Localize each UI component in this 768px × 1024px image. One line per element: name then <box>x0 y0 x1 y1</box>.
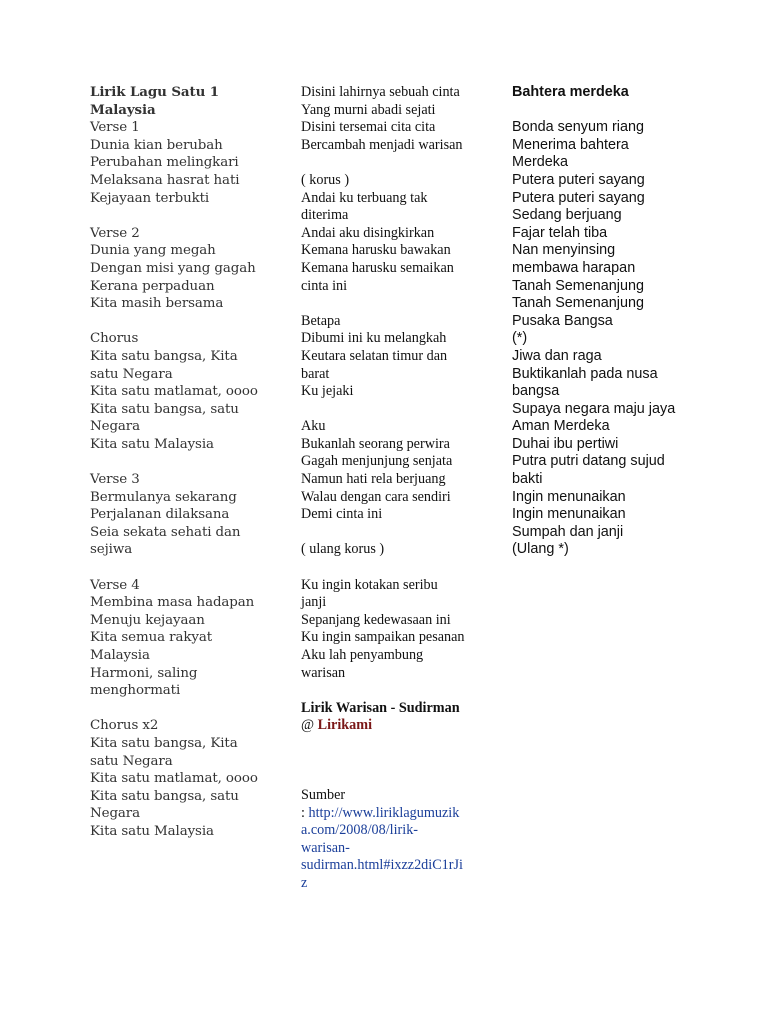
lyric-line: Perjalanan dilaksana <box>90 507 230 523</box>
lyric-line: Kita semua rakyat <box>90 630 212 646</box>
lyric-line: Menerima bahtera <box>512 136 629 153</box>
lyric-line: Nan menyinsing <box>512 242 616 259</box>
lyric-line: Betapa <box>301 312 341 329</box>
song-title-line-1: Lirik Lagu Satu 1 <box>90 84 219 100</box>
credit-line <box>301 717 471 735</box>
verse-4-block <box>90 577 260 700</box>
lyric-line: Buktikanlah pada nusa <box>512 365 658 382</box>
lirikami-link[interactable]: Lirikami <box>317 717 373 734</box>
lyric-line: Seia sekata sehati dan <box>90 524 241 540</box>
source-prefix: : <box>301 804 309 821</box>
source-url-link[interactable]: http://www.liriklagumuzik <box>308 804 460 821</box>
lyric-line: Ingin menunaikan <box>512 488 626 505</box>
lyric-line: Andai aku disingkirkan <box>301 224 435 241</box>
lyric-line: Sumpah dan janji <box>512 523 624 540</box>
lyrics-block <box>512 119 687 559</box>
lyric-line: Jiwa dan raga <box>512 347 602 364</box>
stanza-intro <box>301 84 471 154</box>
chorus-x2-block <box>90 717 260 840</box>
lyric-line: Kita satu Malaysia <box>90 436 214 452</box>
song-title-block <box>512 84 687 102</box>
lyric-line: diterima <box>301 207 349 224</box>
lyric-line: Kita satu bangsa, satu <box>90 401 239 417</box>
lyric-line: Ku ingin kotakan seribu <box>301 576 438 593</box>
lyric-line: Kita satu Malaysia <box>90 823 214 839</box>
lyric-line: Tanah Semenanjung <box>512 277 645 294</box>
song-title-block <box>90 84 260 207</box>
lyric-line: Bermulanya sekarang <box>90 489 237 505</box>
lyric-line: Gagah menjunjung senjata <box>301 453 453 470</box>
lyric-line: Menuju kejayaan <box>90 612 205 628</box>
lyric-line: bangsa <box>512 383 560 400</box>
lyric-line: satu Negara <box>90 753 173 769</box>
lyric-line: (*) <box>512 330 528 347</box>
song-title: Bahtera merdeka <box>512 84 629 100</box>
lyrics-column-bahtera-merdeka <box>512 84 687 559</box>
verse-heading: Verse 4 <box>90 577 140 593</box>
aku-stanza <box>301 418 471 524</box>
lyric-line: Harmoni, saling <box>90 665 198 681</box>
source-block <box>301 787 471 893</box>
chorus-block <box>90 330 260 453</box>
source-url-link[interactable]: z <box>301 874 308 891</box>
lyric-line: Dengan misi yang gagah <box>90 260 256 276</box>
lyric-line: Disini lahirnya sebuah cinta <box>301 84 460 100</box>
lyric-line: Dibumi ini ku melangkah <box>301 330 447 347</box>
lyric-line: Fajar telah tiba <box>512 224 608 241</box>
lyric-line: Dunia yang megah <box>90 243 216 259</box>
lyric-line: Membina masa hadapan <box>90 595 255 611</box>
lyrics-column-warisan <box>301 84 471 893</box>
lyric-line: Kita satu bangsa, Kita <box>90 735 238 751</box>
lyric-line: Demi cinta ini <box>301 506 383 523</box>
ulang-korus <box>301 541 471 559</box>
source-url-link[interactable]: sudirman.html#ixzz2diC1rJi <box>301 857 463 874</box>
lyric-line: Sedang berjuang <box>512 207 622 224</box>
lyric-line: Pusaka Bangsa <box>512 312 613 329</box>
lyric-line: Kemana harusku bawakan <box>301 242 451 259</box>
lyric-line: Sepanjang kedewasaan ini <box>301 611 451 628</box>
lyric-line: Namun hati rela berjuang <box>301 471 446 488</box>
lyric-line: Malaysia <box>90 648 150 663</box>
lyric-line: Disini tersemai cita cita <box>301 119 436 136</box>
song-title-line-2: Malaysia <box>90 101 156 118</box>
lyric-line: Kita masih bersama <box>90 296 224 312</box>
lyric-line: Kejayaan terbukti <box>90 190 210 206</box>
verse-2-block <box>90 225 260 313</box>
lyric-line: Kita satu matlamat, oooo <box>90 384 258 400</box>
lyric-line: bakti <box>512 471 543 488</box>
lyric-line: Walau dengan cara sendiri <box>301 488 451 505</box>
lyric-line: janji <box>301 594 327 611</box>
lyric-line: Aman Merdeka <box>512 418 610 435</box>
lyric-line: Kita satu matlamat, oooo <box>90 771 258 787</box>
credit-block <box>301 700 471 735</box>
lyric-line: Dunia kian berubah <box>90 137 223 153</box>
lyric-line: menghormati <box>90 683 181 699</box>
lyric-line: Perubahan melingkari <box>90 155 239 171</box>
lyric-line: barat <box>301 365 330 382</box>
lyric-line: Aku lah penyambung <box>301 647 424 663</box>
lyric-line: Bukanlah seorang perwira <box>301 435 450 452</box>
source-label: Sumber <box>301 786 346 803</box>
lyric-line: Bonda senyum riang <box>512 119 644 136</box>
lyric-line: Putera puteri sayang <box>512 189 645 206</box>
lyric-line: Ingin menunaikan <box>512 506 626 523</box>
verse-heading: Verse 2 <box>90 225 140 241</box>
lyric-line: cinta ini <box>301 277 348 294</box>
lyric-line: Ku ingin sampaikan pesanan <box>301 629 465 646</box>
chorus-heading: Chorus <box>90 331 139 347</box>
repeat-chorus-note: ( ulang korus ) <box>301 541 385 558</box>
betapa-stanza <box>301 313 471 401</box>
lyric-line: Aku <box>301 418 326 435</box>
lyric-line: Duhai ibu pertiwi <box>512 435 619 452</box>
credit-at: @ <box>301 717 318 734</box>
lyric-line: Yang murni abadi sejati <box>301 101 436 118</box>
lyric-line: Supaya negara maju jaya <box>512 400 676 417</box>
lyric-line: Kemana harusku semaikan <box>301 259 454 276</box>
lyric-line: Kita satu bangsa, Kita <box>90 348 238 364</box>
lyric-line: Kita satu bangsa, satu <box>90 788 239 804</box>
korus-heading: ( korus ) <box>301 171 350 188</box>
lyric-line: Merdeka <box>512 154 568 171</box>
lyric-line: Keutara selatan timur dan <box>301 347 448 364</box>
verse-heading: Verse 3 <box>90 472 140 488</box>
verse-3-block <box>90 471 260 559</box>
lyric-line: Tanah Semenanjung <box>512 295 645 312</box>
lyrics-column-satu-malaysia <box>90 84 260 841</box>
spacer <box>301 735 471 787</box>
lyric-line: Andai ku terbuang tak <box>301 189 428 206</box>
verse-heading: Verse 1 <box>90 120 140 136</box>
korus-block <box>301 172 471 295</box>
lyric-line: Putera puteri sayang <box>512 171 645 188</box>
source-url-line-1 <box>301 805 471 823</box>
lyric-line: Negara <box>90 806 140 822</box>
source-url-link[interactable]: a.com/2008/08/lirik- <box>301 822 419 839</box>
lyric-line: Putra putri datang sujud <box>512 453 665 470</box>
lyric-line: sejiwa <box>90 542 133 558</box>
credit-title: Lirik Warisan - Sudirman <box>301 699 460 716</box>
chorus-heading: Chorus x2 <box>90 718 159 734</box>
lyric-line: warisan <box>301 664 346 681</box>
lyric-line: membawa harapan <box>512 259 636 276</box>
lyric-line: satu Negara <box>90 366 173 382</box>
source-url-link[interactable]: warisan- <box>301 839 350 856</box>
lyric-line: Melaksana hasrat hati <box>90 172 240 188</box>
closing-stanza <box>301 577 471 683</box>
lyric-line: (Ulang *) <box>512 541 569 558</box>
lyric-line: Kerana perpaduan <box>90 278 215 294</box>
lyric-line: Negara <box>90 419 140 435</box>
lyric-line: Bercambah menjadi warisan <box>301 136 463 153</box>
lyric-line: Ku jejaki <box>301 383 354 400</box>
